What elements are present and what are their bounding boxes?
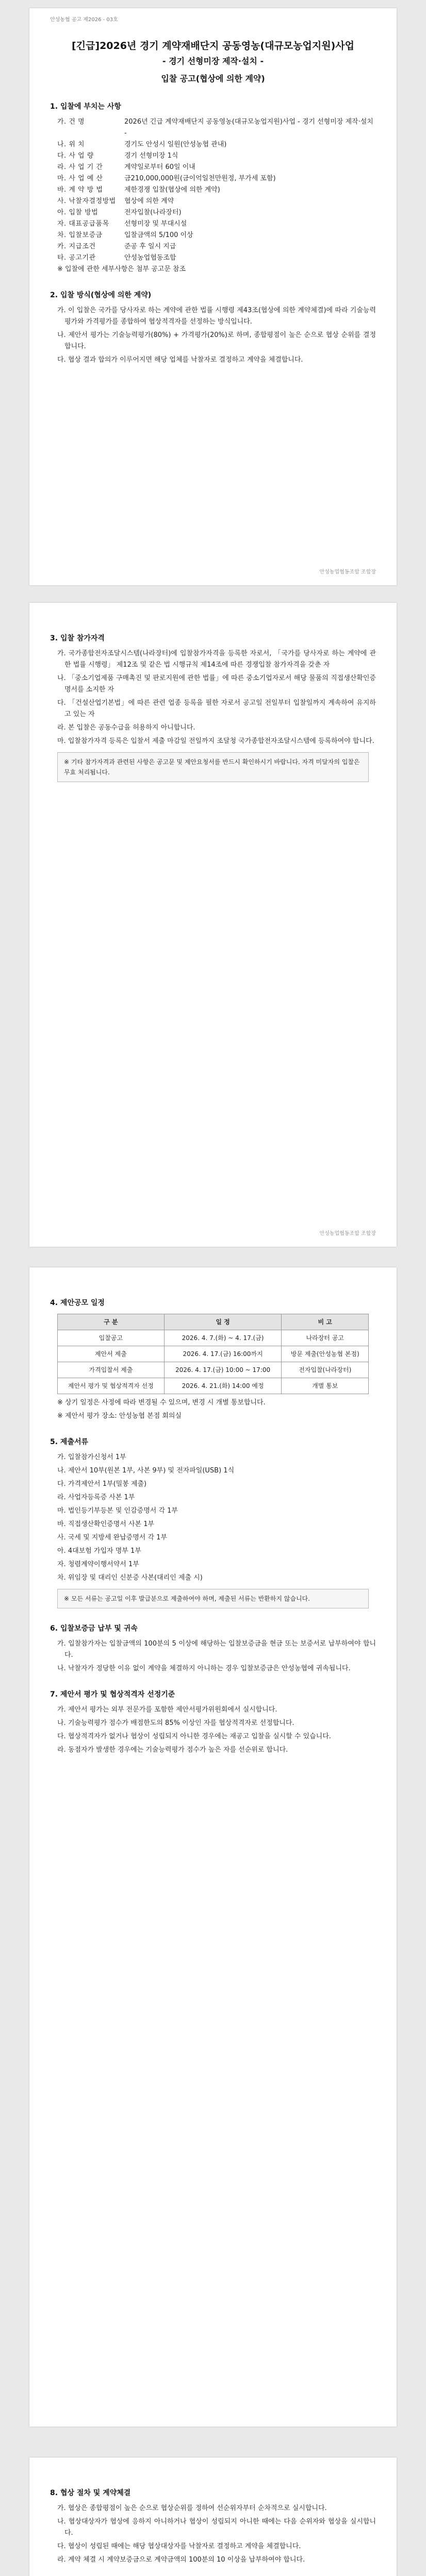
section-3-heading: 3. 입찰 참가자격 xyxy=(50,634,105,642)
info-row-value: 전자입찰(나라장터) xyxy=(124,209,182,216)
info-row-key: 사. 낙찰자결정방법 xyxy=(57,197,116,205)
schedule-cell: 제안서 평가 및 협상적격자 선정 xyxy=(58,1378,165,1394)
info-row-value: 안성농업협동조합 xyxy=(124,254,176,262)
table-row xyxy=(58,1378,369,1394)
list-item: 다. 협상적격자가 없거나 협상이 성립되지 아니한 경우에는 재공고 입찰을 실시할 수 있습니다. xyxy=(57,1733,331,1740)
info-row-value: 경기 선형미장 1식 xyxy=(124,152,178,160)
info-row-value: 제한경쟁 입찰(협상에 의한 계약) xyxy=(124,186,220,194)
document-page-4 xyxy=(29,2458,397,2576)
table-row xyxy=(58,1346,369,1362)
table-row xyxy=(58,1330,369,1346)
list-item: 나. 제안서 10부(원본 1부, 사본 9부) 및 전자파일(USB) 1식 xyxy=(57,1467,235,1475)
list-item: 가. 제안서 평가는 외부 전문가를 포함한 제안서평가위원회에서 실시합니다. xyxy=(57,1706,277,1714)
info-row xyxy=(50,218,376,230)
list-item: 가. 이 입찰은 국가를 당사자로 하는 계약에 관한 법률 시행령 제43조(협상에 의한 계약체결)에 따라 기술능력 평가와 가격평가를 종합하여 협상적격자를 선정하는 방식입니다. xyxy=(57,307,376,326)
section-5-note: ※ 모든 서류는 공고일 이후 발급분으로 제출하여야 하며, 제출된 서류는 반환하지 않습니다. xyxy=(57,1589,369,1608)
schedule-cell: 2026. 4. 17.(금) 16:00까지 xyxy=(164,1346,282,1362)
section-2-heading: 2. 입찰 방식(협상에 의한 계약) xyxy=(50,291,152,299)
document-page-1 xyxy=(29,8,397,585)
list-item: 나. 「중소기업제품 구매촉진 및 판로지원에 관한 법률」에 따른 중소기업자로서 해당 물품의 직접생산확인증명서를 소지한 자 xyxy=(57,674,376,693)
info-row-key: 타. 공고기관 xyxy=(57,254,96,262)
info-row xyxy=(50,230,376,241)
list-item: 나. 낙찰자가 정당한 이유 없이 계약을 체결하지 아니하는 경우 입찰보증금은 안성농협에 귀속됩니다. xyxy=(57,1665,351,1672)
info-row-key: 자. 대표공급품목 xyxy=(57,220,109,228)
schedule-cell: 개별 통보 xyxy=(282,1378,369,1394)
section-8-items xyxy=(50,2503,376,2566)
info-row-key: 라. 사 업 기 간 xyxy=(57,163,103,171)
list-item: 나. 기술능력평가 점수가 배점한도의 85% 이상인 자를 협상적격자로 선정합니다. xyxy=(57,1719,294,1727)
schedule-note: ※ 상기 일정은 사정에 따라 변경될 수 있으며, 변경 시 개별 통보합니다. xyxy=(57,1399,266,1406)
list-item: 가. 입찰참가자는 입찰금액의 100분의 5 이상에 해당하는 입찰보증금을 현금 또는 보증서로 납부하여야 합니다. xyxy=(57,1640,376,1659)
list-item: 차. 위임장 및 대리인 신분증 사본(대리인 제출 시) xyxy=(57,1574,203,1582)
page-footer: 안성농업협동조합 조합장 xyxy=(319,1231,376,1236)
schedule-col-header: 비 고 xyxy=(282,1314,369,1330)
list-item: 사. 국세 및 지방세 완납증명서 각 1부 xyxy=(57,1534,168,1541)
list-item: 라. 본 입찰은 공동수급을 허용하지 아니합니다. xyxy=(57,724,195,732)
section-3-items xyxy=(50,648,376,747)
section-4-heading: 4. 제안공모 일정 xyxy=(50,1299,105,1307)
info-row xyxy=(50,162,376,173)
info-row-value: 계약일로부터 60일 이내 xyxy=(124,163,195,171)
title-sub: - 경기 선형미장 제작·설치 - xyxy=(162,56,264,66)
list-item: 아. 4대보험 가입자 명부 1부 xyxy=(57,1547,141,1555)
info-row-value: 경기도 안성시 일원(안성농협 관내) xyxy=(124,141,227,148)
announcement-title xyxy=(50,38,376,87)
section-5-items xyxy=(50,1452,376,1584)
list-item: 다. 협상이 성립된 때에는 해당 협상대상자를 낙찰자로 결정하고 계약을 체결합니다. xyxy=(57,2543,301,2550)
list-item: 나. 제안서 평가는 기술능력평가(80%) + 가격평가(20%)로 하며, 종합평점이 높은 순으로 협상 순위를 결정합니다. xyxy=(57,331,376,350)
info-row-key: 마. 사 업 예 산 xyxy=(57,175,103,182)
info-row-value: 2026년 긴급 계약재배단지 공동영농(대규모농업지원)사업 - 경기 선형미장 제작·설치 - xyxy=(124,118,373,137)
info-row xyxy=(50,252,376,264)
info-row-key: 카. 지급조건 xyxy=(57,243,96,250)
schedule-col-header: 일 정 xyxy=(164,1314,282,1330)
list-item: 라. 사업자등록증 사본 1부 xyxy=(57,1494,135,1501)
list-item: 마. 입찰참가자격 등록은 입찰서 제출 마감일 전일까지 조달청 국가종합전자조달시스템에 등록하여야 합니다. xyxy=(57,737,374,745)
info-row-value: 준공 후 일시 지급 xyxy=(124,243,176,250)
table-row xyxy=(58,1362,369,1378)
info-row xyxy=(50,207,376,218)
section-5-heading: 5. 제출서류 xyxy=(50,1438,89,1446)
schedule-cell: 가격입찰서 제출 xyxy=(58,1362,165,1378)
list-item: 마. 법인등기부등본 및 인감증명서 각 1부 xyxy=(57,1507,178,1515)
info-row xyxy=(50,139,376,150)
info-row xyxy=(50,173,376,184)
list-item: 가. 협상은 종합평점이 높은 순으로 협상순위를 정하여 선순위자부터 순차적으로 실시합니다. xyxy=(57,2504,327,2512)
list-item: 나. 협상대상자가 협상에 응하지 아니하거나 협상이 성립되지 아니한 때에는 다음 순위자와 협상을 실시합니다. xyxy=(57,2518,376,2537)
info-row-key: 다. 사 업 량 xyxy=(57,152,94,160)
section-1-rows xyxy=(50,116,376,264)
info-row xyxy=(50,150,376,162)
document-page-2 xyxy=(29,603,397,1247)
schedule-cell: 방문 제출(안성농협 본점) xyxy=(282,1346,369,1362)
section-8-heading: 8. 협상 절차 및 계약체결 xyxy=(50,2489,131,2497)
page-footer: 안성농업협동조합 조합장 xyxy=(319,569,376,575)
schedule-cell: 2026. 4. 7.(화) ~ 4. 17.(금) xyxy=(164,1330,282,1346)
info-row-key: 나. 위 치 xyxy=(57,141,85,148)
list-item: 다. 가격제안서 1부(밀봉 제출) xyxy=(57,1480,147,1488)
info-row-key: 바. 계 약 방 법 xyxy=(57,186,103,194)
title-main: [긴급]2026년 경기 계약재배단지 공동영농(대규모농업지원)사업 xyxy=(72,40,354,52)
section-1-note: ※ 입찰에 관한 세부사항은 첨부 공고문 참조 xyxy=(57,265,186,273)
schedule-cell: 제안서 제출 xyxy=(58,1346,165,1362)
title-kind: 입찰 공고(협상에 의한 계약) xyxy=(161,74,265,83)
info-row xyxy=(50,184,376,196)
list-item: 다. 「건설산업기본법」에 따른 관련 업종 등록을 필한 자로서 공고일 전일부터 입찰일까지 계속하여 유지하고 있는 자 xyxy=(57,699,376,718)
schedule-cell: 2026. 4. 21.(화) 14:00 예정 xyxy=(164,1378,282,1394)
schedule-table xyxy=(57,1314,369,1394)
list-item: 다. 협상 결과 합의가 이루어지면 해당 업체를 낙찰자로 결정하고 계약을 체결합니다. xyxy=(57,356,303,364)
list-item: 라. 계약 체결 시 계약보증금으로 계약금액의 100분의 10 이상을 납부하여야 합니다. xyxy=(57,2556,305,2564)
schedule-cell: 2026. 4. 17.(금) 10:00 ~ 17:00 xyxy=(164,1362,282,1378)
info-row xyxy=(50,116,376,139)
list-item: 자. 청렴계약이행서약서 1부 xyxy=(57,1561,139,1568)
schedule-cell: 나라장터 공고 xyxy=(282,1330,369,1346)
info-row-key: 아. 입찰 방법 xyxy=(57,209,99,216)
list-item: 가. 입찰참가신청서 1부 xyxy=(57,1453,126,1461)
schedule-header-row xyxy=(58,1314,369,1330)
document-page-3 xyxy=(29,1267,397,2427)
info-row-value: 협상에 의한 계약 xyxy=(124,197,174,205)
info-row-key: 가. 건 명 xyxy=(57,118,85,126)
info-row xyxy=(50,196,376,207)
section-6-items xyxy=(50,1638,376,1674)
info-row-key: 차. 입찰보증금 xyxy=(57,231,103,239)
info-row-value: 선형미장 및 부대시설 xyxy=(124,220,187,228)
list-item: 가. 국가종합전자조달시스템(나라장터)에 입찰참가자격을 등록한 자로서, 「국가를 당사자로 하는 계약에 관한 법률 시행령」 제12조 및 같은 법 시행규칙 제14조에 따른 경쟁입찰 참가자격을 갖춘 자 xyxy=(57,650,376,669)
info-row-value: 입찰금액의 5/100 이상 xyxy=(124,231,193,239)
schedule-col-header: 구 분 xyxy=(58,1314,165,1330)
schedule-note: ※ 제안서 평가 장소: 안성농협 본점 회의실 xyxy=(57,1412,182,1420)
running-header: 안성농협 공고 제2026 - 03호 xyxy=(50,17,118,23)
section-7-items xyxy=(50,1704,376,1756)
info-row-value: 금210,000,000원(금이억일천만원정, 부가세 포함) xyxy=(124,175,276,182)
section-6-heading: 6. 입찰보증금 납부 및 귀속 xyxy=(50,1624,138,1633)
section-7-heading: 7. 제안서 평가 및 협상적격자 선정기준 xyxy=(50,1690,175,1699)
section-3-note: ※ 기타 참가자격과 관련된 사항은 공고문 및 제안요청서를 반드시 확인하시기 바랍니다. 자격 미달자의 입찰은 무효 처리됩니다. xyxy=(57,752,369,782)
list-item: 라. 동점자가 발생한 경우에는 기술능력평가 점수가 높은 자를 선순위로 합니다. xyxy=(57,1746,288,1754)
section-2-items xyxy=(50,305,376,366)
info-row xyxy=(50,241,376,252)
list-item: 바. 직접생산확인증명서 사본 1부 xyxy=(57,1520,155,1528)
section-1-heading: 1. 입찰에 부치는 사항 xyxy=(50,103,121,111)
schedule-cell: 입찰공고 xyxy=(58,1330,165,1346)
schedule-cell: 전자입찰(나라장터) xyxy=(282,1362,369,1378)
